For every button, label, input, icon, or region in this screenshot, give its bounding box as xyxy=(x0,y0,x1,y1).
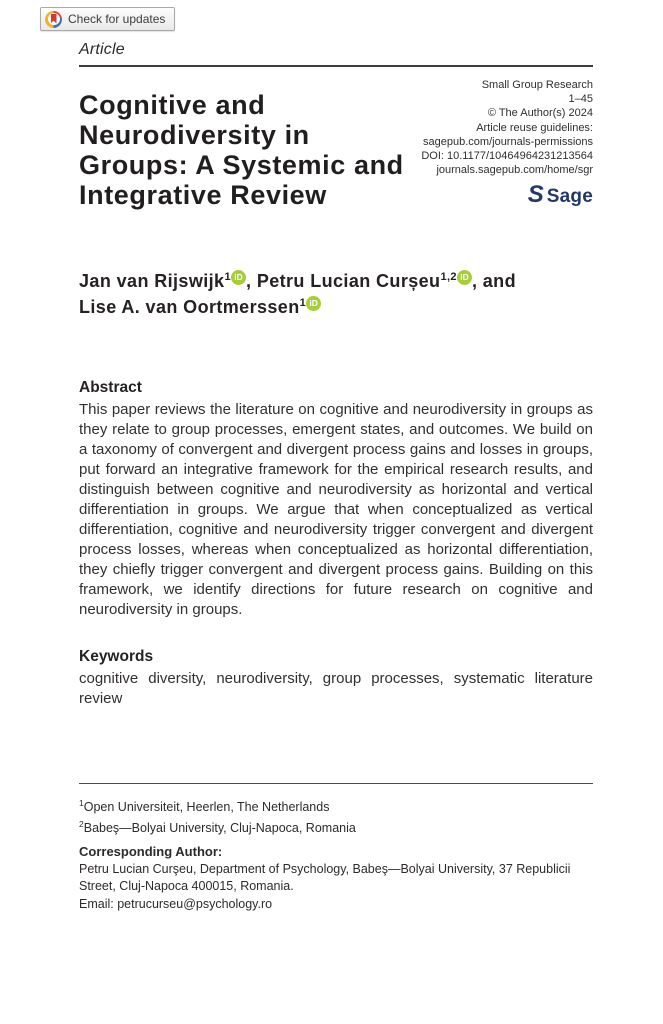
article-type-label: Article xyxy=(79,41,125,58)
bookmark-icon xyxy=(51,14,57,24)
orcid-icon-3[interactable]: iD xyxy=(306,296,321,311)
reuse-guidelines-label: Article reuse guidelines: xyxy=(476,121,593,134)
affiliation-text-1: Open Universiteit, Heerlen, The Netherlands xyxy=(83,800,330,815)
author-affiliation-superscript-2: 1,2 xyxy=(440,271,457,283)
affiliations-block xyxy=(79,795,593,837)
journal-homepage-link[interactable]: journals.sagepub.com/home/sgr xyxy=(436,164,593,177)
footnote-rule xyxy=(79,783,593,784)
journal-name: Small Group Research xyxy=(481,79,593,91)
author-name-1: Jan van Rijswijk xyxy=(79,271,225,291)
sage-logo-s-glyph: S xyxy=(527,181,544,209)
corresponding-author-email[interactable]: Email: petrucurseu@psychology.ro xyxy=(79,896,273,911)
author-separator-2: , xyxy=(471,271,483,291)
paper-title: Cognitive and Neurodiversity in Groups: A Systemic and Integrative Review xyxy=(79,90,404,210)
crossmark-icon xyxy=(45,11,62,28)
authors-line xyxy=(79,268,557,320)
corresponding-author-address: Petru Lucian Curşeu, Department of Psychology, Babeş—Bolyai University, 37 Republicii Street, Cluj-Napoca 400015, Romania. xyxy=(79,861,571,893)
journals-permissions-link[interactable]: sagepub.com/journals-permissions xyxy=(423,135,593,148)
corresponding-author-block xyxy=(79,843,593,913)
corresponding-author-heading: Corresponding Author: xyxy=(79,844,223,859)
orcid-icon-2[interactable]: iD xyxy=(457,270,472,285)
journal-copyright: © The Author(s) 2024 xyxy=(487,107,593,120)
keywords-heading: Keywords xyxy=(79,648,154,665)
affiliation-item-1 xyxy=(79,795,593,816)
author-affiliation-superscript-3: 1 xyxy=(299,297,307,309)
journal-pages: 1–45 xyxy=(568,93,593,106)
author-separator-1: , xyxy=(246,271,257,291)
author-name-2: Petru Lucian Curșeu xyxy=(256,271,441,291)
keywords-text: cognitive diversity, neurodiversity, group processes, systematic literature review xyxy=(79,670,593,707)
check-for-updates-label: Check for updates xyxy=(68,12,166,26)
journal-info-block xyxy=(353,78,593,209)
orcid-icon-1[interactable]: iD xyxy=(231,270,246,285)
sage-logo-wordmark: Sage xyxy=(546,186,593,208)
affiliation-superscript-1: 1 xyxy=(79,798,84,808)
check-for-updates-button[interactable] xyxy=(40,7,175,31)
abstract-text: This paper reviews the literature on cognitive and neurodiversity in groups as they relate to group processes, emergent states, and outcomes. We build on a taxonomy of convergent and divergent process gains and losses in groups, put forward an integrative framework for the empirical research results, and distinguish between cognitive and neurodiversity as horizontal and vertical differentiation in groups. We argue that when conceptualized as vertical differentiation, cognitive and neurodiversity trigger convergent and divergent process losses, whereas when conceptualized as horizontal differentiation, they chiefly trigger convergent and divergent process gains. Building on this framework, we identify directions for future research on cognitive and neurodiversity in groups. xyxy=(79,401,593,618)
affiliation-text-2: Babeş—Bolyai University, Cluj-Napoca, Romania xyxy=(83,821,356,836)
journal-doi[interactable]: DOI: 10.1177/10464964231213564 xyxy=(421,150,593,163)
author-name-3: and Lise A. van Oortmerssen xyxy=(79,271,516,317)
sage-logo xyxy=(353,181,593,209)
author-affiliation-superscript-1: 1 xyxy=(224,271,231,283)
affiliation-item-2 xyxy=(79,816,593,837)
header-rule xyxy=(79,65,593,67)
affiliation-superscript-2: 2 xyxy=(79,819,84,830)
abstract-heading: Abstract xyxy=(79,379,142,396)
